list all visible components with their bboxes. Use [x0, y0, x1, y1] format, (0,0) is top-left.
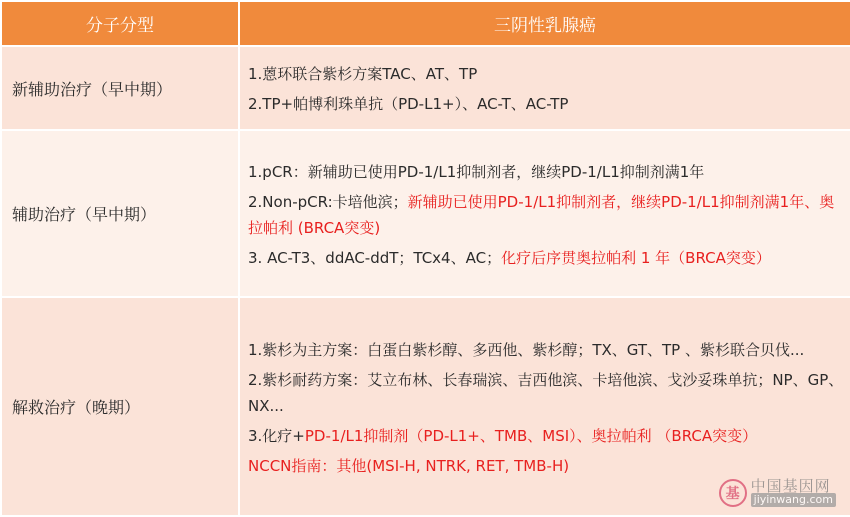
header-row: [1, 1, 850, 46]
row-content: [239, 46, 850, 130]
highlight-text: 化疗后序贯奥拉帕利 1 年（BRCA突变）: [501, 249, 771, 267]
content-line: [248, 159, 844, 185]
content-line: [248, 423, 844, 449]
row-label-neoadjuvant: 新辅助治疗（早中期）: [1, 46, 239, 130]
content-line: [248, 337, 844, 363]
watermark-logo-icon: 基: [719, 479, 747, 507]
content-line: [248, 245, 844, 271]
content-text: 1.蒽环联合紫杉方案TAC、AT、TP: [248, 65, 477, 83]
watermark-url: jiyinwang.com: [751, 493, 836, 507]
row-content: [239, 130, 850, 297]
table-row: [1, 130, 850, 297]
content-text: 2.TP+帕博利珠单抗（PD-L1+）、AC-T、AC-TP: [248, 95, 568, 113]
header-molecular-subtype: 分子分型: [1, 1, 239, 46]
content-text: 3. AC-T3、ddAC-ddT；TCx4、AC；: [248, 249, 501, 267]
content-text: 1.紫杉为主方案：白蛋白紫杉醇、多西他、紫杉醇；TX、GT、TP 、紫杉联合贝伐...: [248, 341, 804, 359]
content-line: [248, 61, 844, 87]
content-text: 1.pCR：新辅助已使用PD-1/L1抑制剂者，继续PD-1/L1抑制剂满1年: [248, 163, 704, 181]
content-text: 2.Non-pCR:卡培他滨；: [248, 193, 408, 211]
content-text: 2.紫杉耐药方案：艾立布林、长春瑞滨、吉西他滨、卡培他滨、戈沙妥珠单抗；NP、GP、NX...: [248, 371, 843, 415]
watermark-cn: 中国基因网: [751, 479, 836, 493]
row-label-adjuvant: 辅助治疗（早中期）: [1, 130, 239, 297]
watermark: [719, 479, 836, 507]
highlight-text: PD-1/L1抑制剂（PD-L1+、TMB、MSI）、奥拉帕利 （BRCA突变）: [305, 427, 757, 445]
header-triple-negative: 三阴性乳腺癌: [239, 1, 850, 46]
content-line: [248, 91, 844, 117]
content-line: [248, 189, 844, 241]
content-text: 3.化疗+: [248, 427, 305, 445]
row-label-salvage: 解救治疗（晚期）: [1, 297, 239, 516]
highlight-text: 新辅助已使用PD-1/L1抑制剂者，继续PD-1/L1抑制剂满1年、奥拉帕利 (BRCA突变): [248, 193, 834, 237]
content-line: [248, 367, 844, 419]
highlight-text: NCCN指南：其他(MSI-H, NTRK, RET, TMB-H): [248, 457, 569, 475]
content-line: [248, 453, 844, 479]
table-row: [1, 46, 850, 130]
